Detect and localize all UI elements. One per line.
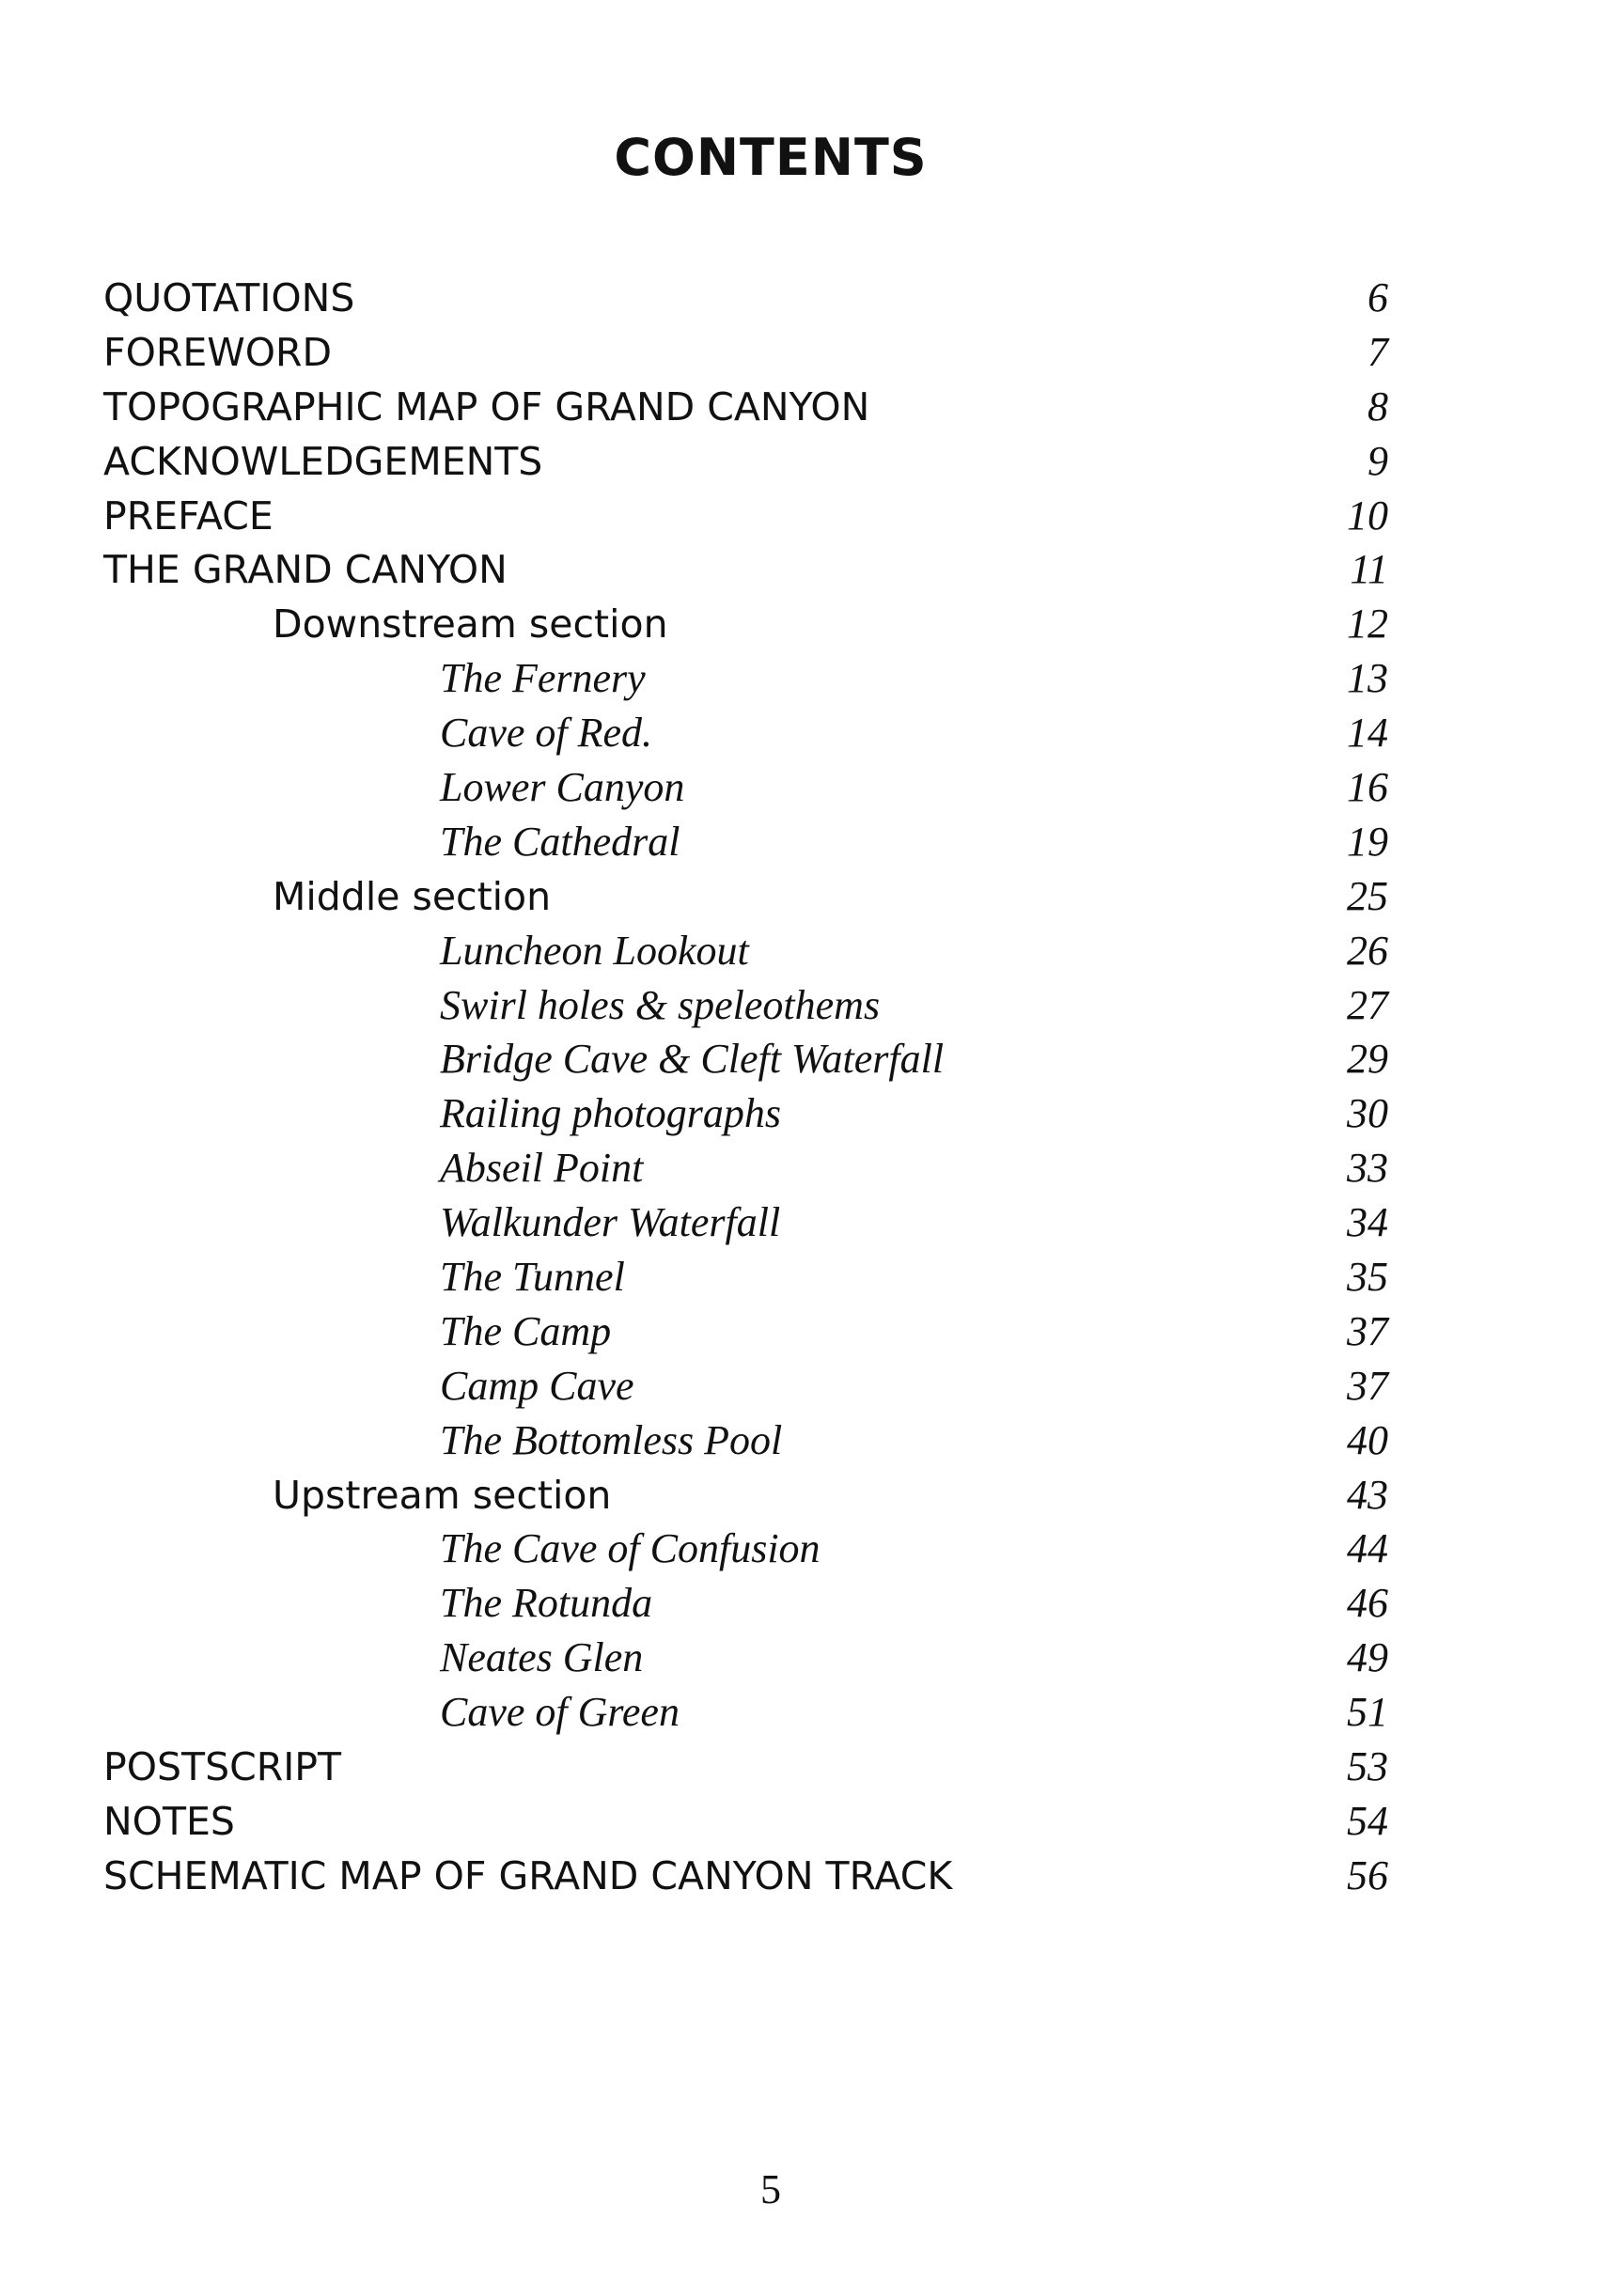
toc-entry-label: Neates Glen [440,1634,644,1681]
toc-entry-page: 9 [1368,437,1388,484]
toc-entry [0,1849,1610,1903]
toc-entry [0,1468,1610,1523]
toc-entry [0,978,1610,1033]
toc-entry-label: The Rotunda [440,1580,653,1627]
toc-entry-label: NOTES [103,1798,235,1844]
toc-entry-page: 35 [1347,1254,1388,1301]
toc-entry [0,706,1610,760]
toc-entry-label: Cave of Green [440,1689,680,1736]
toc-entry-label: The Fernery [440,655,646,702]
toc-entry-label: Lower Canyon [440,764,685,811]
toc-entry-page: 43 [1347,1471,1388,1518]
toc-entry [0,1032,1610,1086]
toc-entry [0,1740,1610,1794]
toc-entry [0,1141,1610,1195]
toc-entry [0,1576,1610,1631]
toc-entry-page: 26 [1347,927,1388,974]
toc-entry [0,1086,1610,1141]
toc-entry [0,924,1610,978]
toc-entry [0,325,1610,380]
toc-entry-page: 40 [1347,1416,1388,1463]
toc-entry-page: 27 [1347,981,1388,1028]
toc-entry [0,1359,1610,1414]
toc-entry-page: 11 [1350,546,1388,593]
toc-entry [0,271,1610,325]
toc-entry [0,1304,1610,1359]
toc-entry-label: Walkunder Waterfall [440,1199,781,1246]
toc-entry-page: 30 [1347,1090,1388,1137]
toc-entry [0,1522,1610,1576]
toc-entry [0,489,1610,543]
table-of-contents [0,271,1610,1903]
toc-entry-page: 56 [1347,1851,1388,1898]
toc-entry [0,1794,1610,1849]
toc-entry [0,380,1610,434]
page-number: 5 [760,2166,781,2212]
toc-entry [0,1195,1610,1250]
toc-entry-page: 6 [1368,274,1388,320]
toc-entry-page: 54 [1347,1797,1388,1844]
toc-entry-page: 49 [1347,1634,1388,1681]
toc-entry [0,597,1610,651]
toc-entry-page: 13 [1347,655,1388,702]
toc-entry-page: 14 [1347,710,1388,757]
toc-entry-page: 19 [1347,818,1388,865]
toc-entry-label: SCHEMATIC MAP OF GRAND CANYON TRACK [103,1852,953,1898]
toc-entry-label: Swirl holes & speleothems [440,981,881,1028]
toc-entry [0,1250,1610,1304]
toc-entry-page: 8 [1368,383,1388,430]
toc-entry-page: 29 [1347,1036,1388,1083]
toc-entry-page: 37 [1347,1362,1388,1409]
toc-entry-label: PREFACE [103,492,274,539]
page-title: CONTENTS [614,128,928,187]
toc-entry-label: Abseil Point [440,1145,644,1192]
toc-entry [0,869,1610,924]
toc-entry-label: Luncheon Lookout [440,927,749,974]
toc-entry-label: Downstream section [273,601,668,648]
toc-entry-page: 46 [1347,1580,1388,1627]
toc-entry [0,1414,1610,1468]
toc-entry-label: The Cathedral [440,818,680,865]
toc-entry-page: 16 [1347,764,1388,811]
toc-entry-label: Bridge Cave & Cleft Waterfall [440,1036,945,1083]
toc-entry-label: Railing photographs [440,1090,782,1137]
toc-entry-page: 7 [1368,328,1388,375]
toc-entry-page: 33 [1347,1145,1388,1192]
toc-entry [0,542,1610,597]
toc-entry-label: The Cave of Confusion [440,1525,821,1572]
toc-entry-label: The Tunnel [440,1254,625,1301]
toc-entry [0,434,1610,489]
toc-entry-label: QUOTATIONS [103,275,355,320]
toc-entry-page: 25 [1347,872,1388,919]
toc-entry-label: Camp Cave [440,1362,634,1409]
toc-entry-page: 53 [1347,1743,1388,1790]
toc-entry [0,651,1610,706]
toc-entry-label: THE GRAND CANYON [103,547,508,593]
toc-entry-page: 10 [1347,492,1388,539]
toc-entry-page: 12 [1347,601,1388,648]
toc-entry [0,1631,1610,1685]
toc-entry-label: FOREWORD [103,329,333,375]
toc-entry-label: Cave of Red. [440,710,653,757]
toc-entry [0,1685,1610,1740]
toc-entry-label: Middle section [273,873,552,919]
toc-entry [0,815,1610,869]
toc-entry-page: 51 [1347,1689,1388,1736]
toc-entry-label: ACKNOWLEDGEMENTS [103,438,543,484]
toc-entry-label: TOPOGRAPHIC MAP OF GRAND CANYON [103,383,870,430]
toc-entry [0,760,1610,815]
toc-entry-label: The Bottomless Pool [440,1416,783,1463]
toc-entry-label: Upstream section [273,1472,612,1518]
toc-entry-page: 37 [1347,1307,1388,1354]
toc-entry-page: 44 [1347,1525,1388,1572]
toc-entry-page: 34 [1347,1199,1388,1246]
toc-entry-label: The Camp [440,1307,612,1354]
toc-entry-label: POSTSCRIPT [103,1744,342,1790]
